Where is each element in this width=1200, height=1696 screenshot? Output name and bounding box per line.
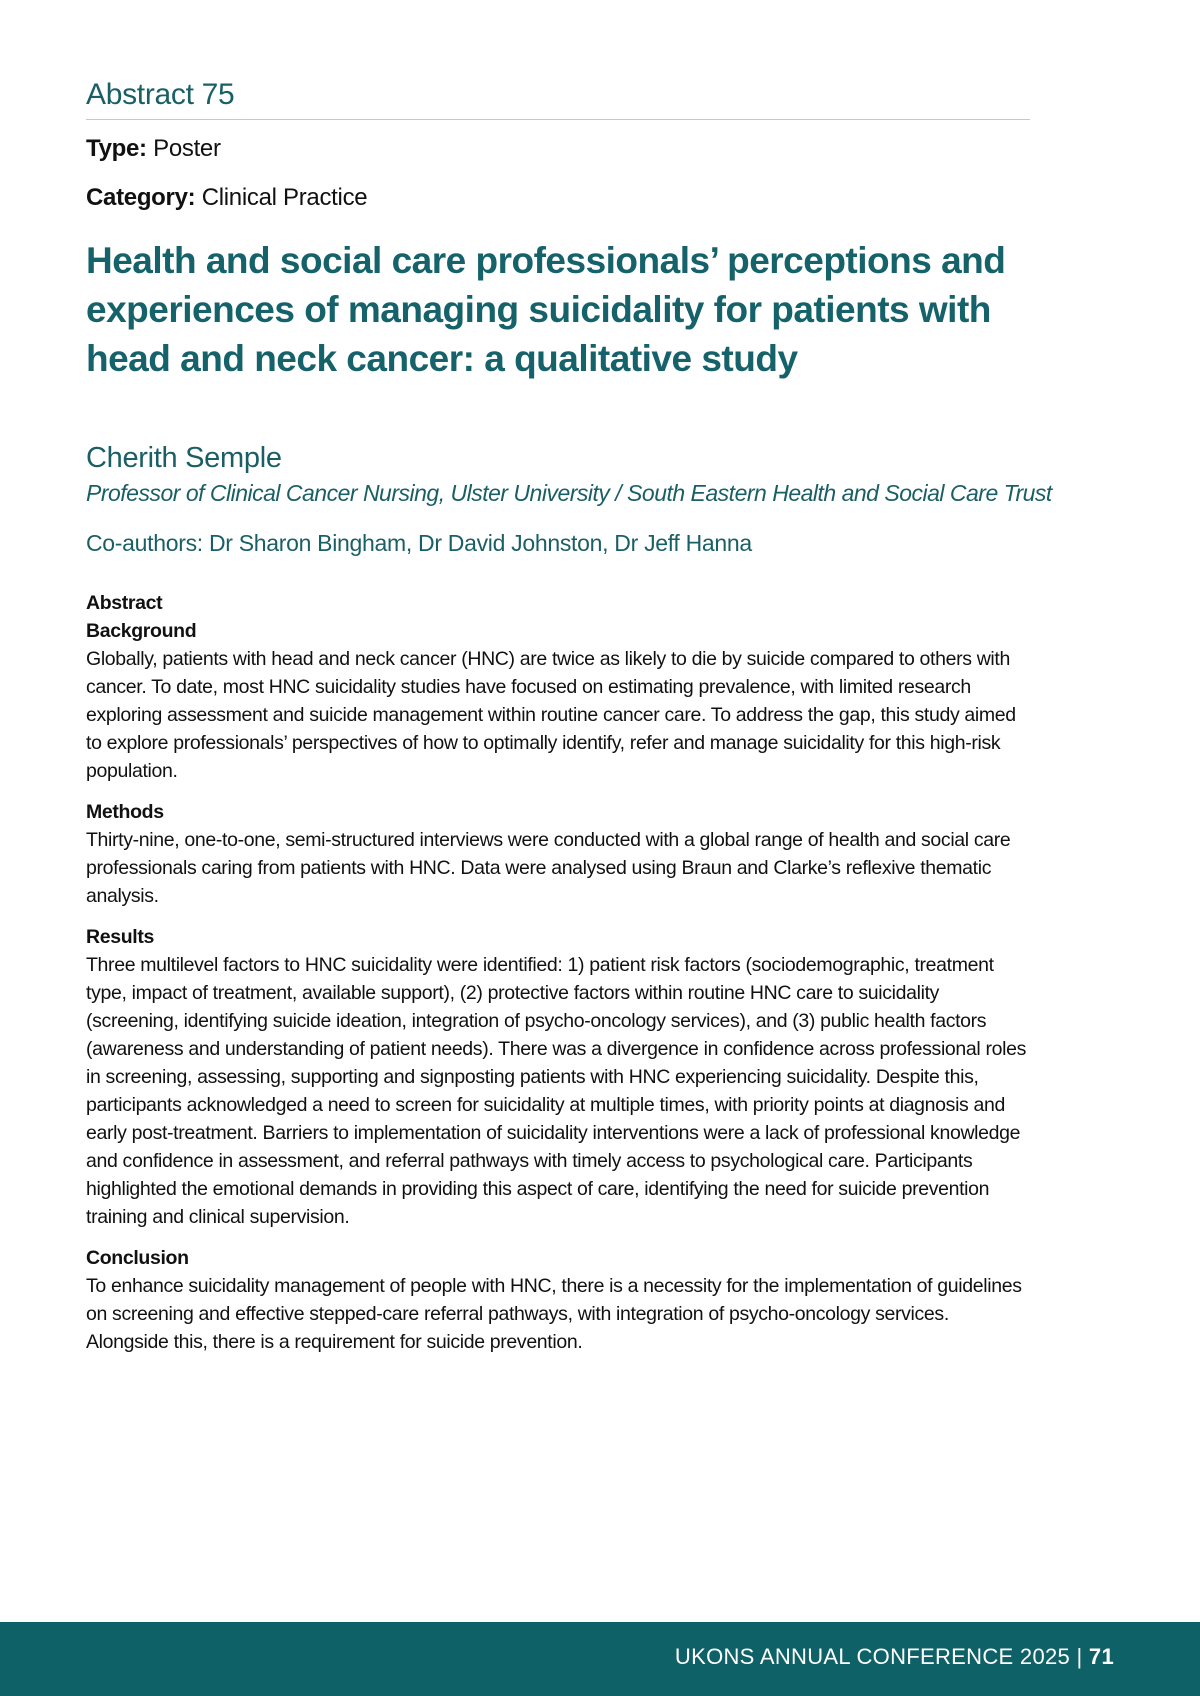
abstract-heading: Abstract — [86, 592, 163, 614]
type-value: Poster — [153, 135, 221, 162]
conference-name: UKONS ANNUAL CONFERENCE 2025 | — [674, 1644, 1083, 1669]
header-divider — [86, 119, 1030, 120]
results-heading: Results — [86, 926, 154, 948]
category-label: Category: — [86, 184, 196, 211]
abstract-body — [86, 589, 1030, 1369]
methods-text: Thirty-nine, one-to-one, semi-structured interviews were conducted with a global range of health and social care professionals caring from patients with HNC. Data were analysed using Braun and Clarke’s reflexive thematic analysis. — [86, 829, 1011, 907]
conclusion-heading: Conclusion — [86, 1247, 189, 1269]
category-line — [86, 184, 367, 212]
page-footer — [0, 1622, 1200, 1696]
author-affiliation: Professor of Clinical Cancer Nursing, Ulster University / South Eastern Health and Social Care Trust — [86, 480, 1052, 506]
conclusion-section — [86, 1244, 1030, 1356]
category-value: Clinical Practice — [201, 184, 368, 211]
author-name: Cherith Semple — [86, 442, 282, 474]
background-section — [86, 617, 1030, 785]
type-label: Type: — [86, 135, 147, 162]
results-section — [86, 923, 1030, 1231]
coauthors: Co-authors: Dr Sharon Bingham, Dr David Johnston, Dr Jeff Hanna — [86, 530, 752, 556]
footer-text — [675, 1644, 1114, 1670]
abstract-number: Abstract 75 — [86, 78, 235, 111]
type-line — [86, 135, 221, 163]
conclusion-text: To enhance suicidality management of people with HNC, there is a necessity for the implementation of guidelines on screening and effective stepped-care referral pathways, with integration of psycho-oncology services. Alongside this, there is a requirement for suicide prevention. — [86, 1275, 1022, 1353]
methods-heading: Methods — [86, 801, 164, 823]
methods-section — [86, 798, 1030, 910]
results-text: Three multilevel factors to HNC suicidality were identified: 1) patient risk factors (sociodemographic, treatment type, impact of treatment, available support), (2) protective factors within routine HNC care to suicidality (screening, identifying suicide ideation, integration of psycho-oncology services), and (3) public health factors (awareness and understanding of patient needs). There was a divergence in confidence across professional roles in screening, assessing, supporting and signposting patients with HNC experiencing suicidality. Despite this, participants acknowledged a need to screen for suicidality at multiple times, with priority points at diagnosis and early post-treatment. Barriers to implementation of suicidality interventions were a lack of professional knowledge and confidence in assessment, and referral pathways with timely access to psychological care. Participants highlighted the emotional demands in providing this aspect of care, identifying the need for suicide prevention training and clinical supervision. — [86, 954, 1026, 1228]
background-text: Globally, patients with head and neck cancer (HNC) are twice as likely to die by suicide compared to others with cancer. To date, most HNC suicidality studies have focused on estimating prevalence, with limited research exploring assessment and suicide management within routine cancer care. To address the gap, this study aimed to explore professionals’ perspectives of how to optimally identify, refer and manage suicidality for this high-risk population. — [86, 648, 1016, 782]
background-heading: Background — [86, 620, 197, 642]
paper-title: Health and social care professionals’ perceptions and experiences of managing suicidality for patients with head and neck cancer: a qualitative study — [86, 240, 1006, 379]
page-number: 71 — [1088, 1644, 1114, 1669]
